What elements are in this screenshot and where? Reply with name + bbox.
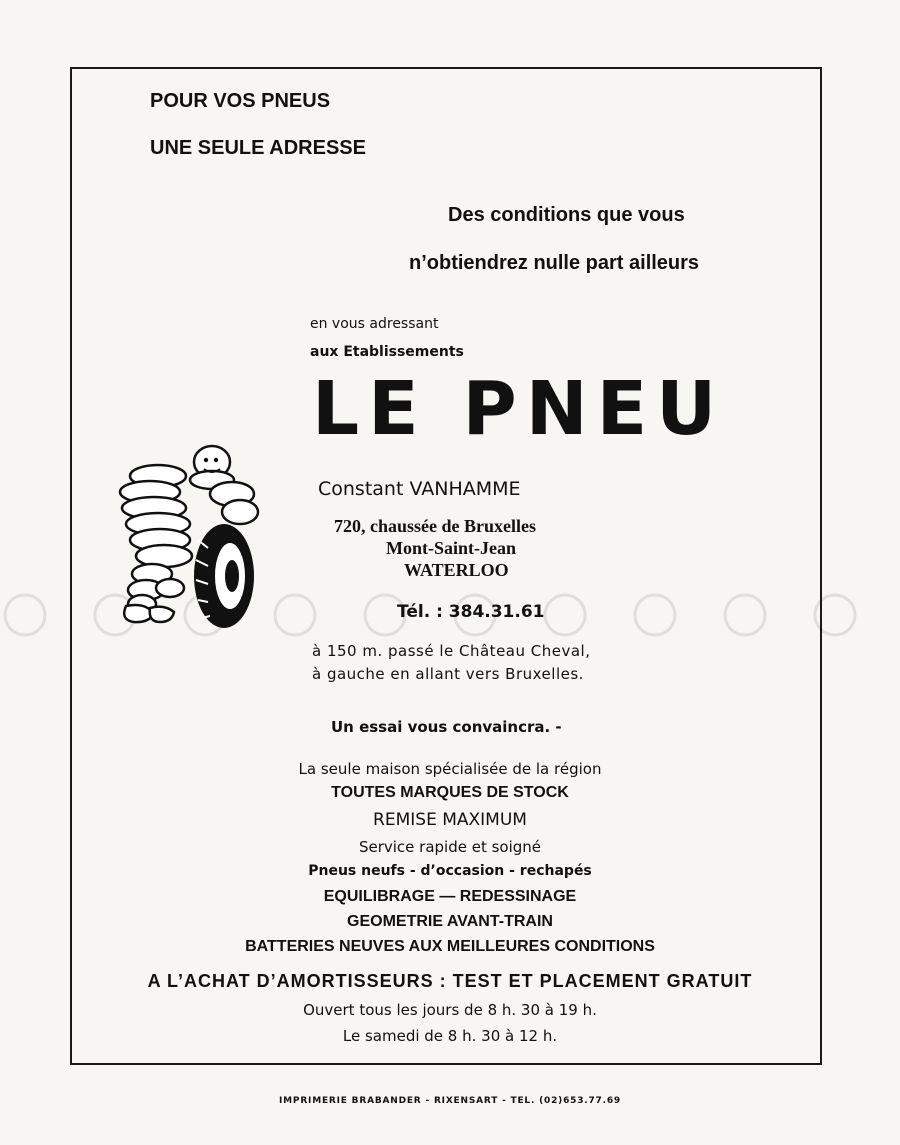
conditions-line-2: n’obtiendrez nulle part ailleurs (409, 252, 700, 274)
conditions-line-1: Des conditions que vous (448, 204, 685, 226)
services-line-8: BATTERIES NEUVES AUX MEILLEURES CONDITIONS (245, 938, 655, 955)
hours-weekdays: Ouvert tous les jours de 8 h. 30 à 19 h. (303, 1001, 597, 1019)
tagline: Un essai vous convaincra. - (331, 718, 562, 736)
header-line-2: UNE SEULE ADRESSE (150, 137, 366, 159)
intro-line-1: en vous adressant (310, 316, 439, 332)
services-line-3: REMISE MAXIMUM (373, 810, 527, 830)
printer-credit: IMPRIMERIE BRABANDER - RIXENSART - TEL. (02)653.77.69 (279, 1096, 621, 1106)
services-line-4: Service rapide et soigné (358, 838, 542, 856)
intro-line-2: aux Etablissements (310, 344, 464, 360)
directions: à 150 m. passé le Château Cheval, à gauche en allant vers Bruxelles. (312, 642, 591, 683)
services-line-1: La seule maison spécialisée de la région (298, 760, 602, 778)
header-line-1: POUR VOS PNEUS (150, 90, 331, 112)
brand-name: LE PNEU (312, 366, 726, 452)
owner-name: Constant VANHAMME (318, 478, 521, 500)
michelin-man-with-tire-icon (112, 436, 272, 636)
address-district: Mont-Saint-Jean (386, 538, 516, 558)
address-city: WATERLOO (404, 560, 509, 580)
address-street: 720, chaussée de Bruxelles (334, 516, 536, 536)
services-line-5: Pneus neufs - d’occasion - rechapés (308, 863, 592, 879)
services-line-6: EQUILIBRAGE — REDESSINAGE (323, 888, 577, 905)
hours-saturday: Le samedi de 8 h. 30 à 12 h. (342, 1027, 558, 1045)
services-line-7: GEOMETRIE AVANT-TRAIN (347, 913, 553, 930)
services-line-2: TOUTES MARQUES DE STOCK (331, 784, 569, 801)
promo-line: A L’ACHAT D’AMORTISSEURS : TEST ET PLACEMENT GRATUIT (147, 971, 753, 991)
phone-number: Tél. : 384.31.61 (397, 602, 545, 622)
